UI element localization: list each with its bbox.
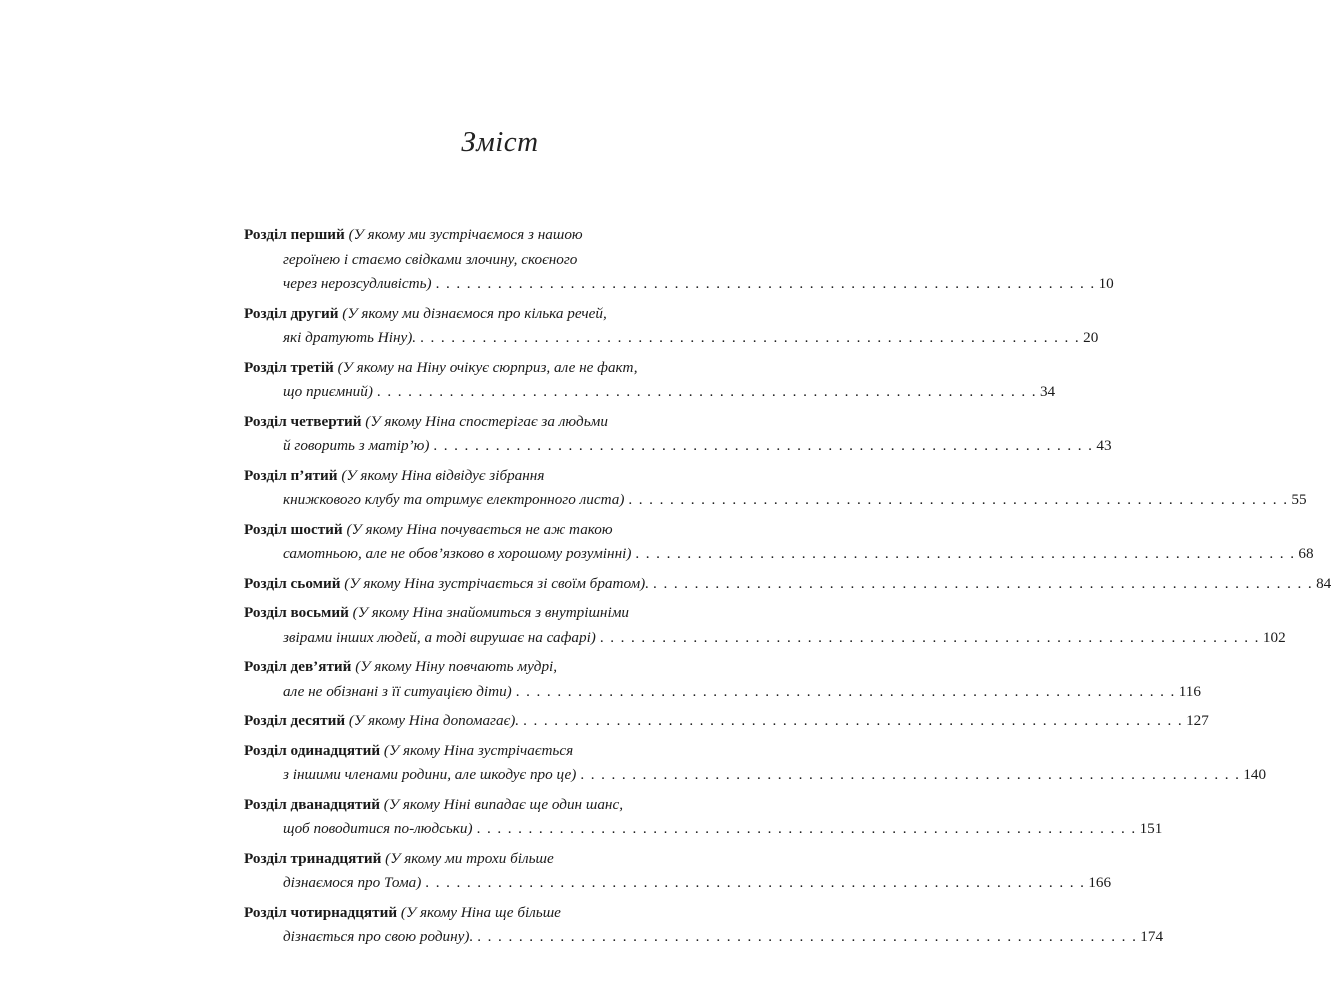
chapter-description: (У якому Ніна почувається не аж такою (346, 520, 613, 538)
chapter-description: (У якому Ніна зустрічається зі своїм братом). (344, 574, 650, 592)
toc-entry-line (244, 925, 1164, 950)
toc-entry[interactable] (244, 464, 1307, 513)
dot-leader: . . . . . . . . . . . . . . . . . . . . . . . . . . . . . . . . . . . . . . . . . . . . . . . . . . . . . . . . . . . . . . . . (599, 628, 1260, 646)
toc-entry-line (244, 655, 714, 680)
chapter-description: (У якому Ніна ще більше (400, 903, 561, 921)
page-number: 43 (1096, 437, 1112, 454)
page-number: 151 (1139, 820, 1163, 837)
toc-entry-line (244, 901, 714, 926)
toc-entry-line (244, 871, 1112, 896)
chapter-description: які дратують Ніну). (283, 329, 417, 346)
chapter-description: дізнаємося про Тома) (283, 874, 422, 891)
chapter-description: (У якому Ніні випадає ще один шанс, (383, 795, 624, 813)
toc-entry-line (244, 601, 714, 626)
chapter-description: й говорить з матір’ю) (283, 437, 430, 454)
page-number: 102 (1262, 628, 1286, 646)
page-number: 55 (1291, 491, 1307, 508)
page-number: 20 (1083, 329, 1099, 346)
chapter-description: (У якому Ніну повчають мудрі, (355, 658, 558, 675)
dot-leader: . . . . . . . . . . . . . . . . . . . . . . . . . . . . . . . . . . . . . . . . . . . . . . . . . . . . . . . . . . . . . . . . (477, 928, 1138, 945)
page-number: 140 (1243, 766, 1267, 783)
chapter-description: що приємний) (283, 383, 373, 400)
chapter-description: (У якому Ніна допомагає). (348, 712, 520, 729)
page-number: 34 (1039, 383, 1056, 400)
chapter-description: самотньою, але не обов’язково в хорошому розумінні) (283, 545, 632, 562)
page-number: 84 (1316, 574, 1331, 592)
page-number: 68 (1298, 545, 1314, 562)
page-number: 174 (1140, 928, 1164, 945)
toc-entry-line (244, 272, 1114, 297)
chapter-description: (У якому на Ніну очікує сюрприз, але не факт, (337, 358, 638, 376)
toc-entry-line (244, 793, 714, 818)
toc-entry[interactable] (244, 302, 1099, 351)
chapter-description: героїнею і стаємо свідками злочину, скоєного (283, 250, 578, 268)
dot-leader: . . . . . . . . . . . . . . . . . . . . . . . . . . . . . . . . . . . . . . . . . . . . . . . . . . . . . . . . . . . . . . . . (523, 712, 1184, 729)
toc-entry-line (244, 680, 1201, 705)
toc-entry-line (244, 847, 714, 872)
toc-entry-line (244, 488, 1307, 513)
chapter-label: Розділ чотирнадцятий (244, 903, 398, 921)
chapter-label: Розділ шостий (244, 520, 343, 538)
dot-leader: . . . . . . . . . . . . . . . . . . . . . . . . . . . . . . . . . . . . . . . . . . . . . . . . . . . . . . . . . . . . . . . . (420, 329, 1081, 346)
dot-leader: . . . . . . . . . . . . . . . . . . . . . . . . . . . . . . . . . . . . . . . . . . . . . . . . . . . . . . . . . . . . . . . . (635, 545, 1296, 562)
toc-entry[interactable] (244, 518, 1314, 567)
chapter-description: дізнається про свою родину). (283, 928, 474, 945)
page-number: 10 (1098, 275, 1114, 292)
chapter-description: (У якому Ніна зустрічається (383, 741, 574, 759)
toc-entry[interactable] (244, 572, 1331, 597)
toc-entry-line (244, 626, 1286, 651)
dot-leader: . . . . . . . . . . . . . . . . . . . . . . . . . . . . . . . . . . . . . . . . . . . . . . . . . . . . . . . . . . . . . . . . (433, 437, 1094, 454)
dot-leader: . . . . . . . . . . . . . . . . . . . . . . . . . . . . . . . . . . . . . . . . . . . . . . . . . . . . . . . . . . . . . . . . (425, 874, 1086, 891)
dot-leader: . . . . . . . . . . . . . . . . . . . . . . . . . . . . . . . . . . . . . . . . . . . . . . . . . . . . . . . . . . . . . . . . (580, 766, 1241, 783)
chapter-label: Розділ одинадцятий (244, 741, 381, 759)
toc-entry[interactable] (244, 410, 1112, 459)
chapter-label: Розділ другий (244, 304, 339, 322)
toc-entry-line (244, 709, 1209, 734)
toc-entry[interactable] (244, 847, 1112, 896)
chapter-label: Розділ тринадцятий (244, 849, 382, 867)
chapter-label: Розділ четвертий (244, 412, 362, 430)
chapter-description: (У якому ми дізнаємося про кілька речей, (342, 304, 607, 322)
dot-leader: . . . . . . . . . . . . . . . . . . . . . . . . . . . . . . . . . . . . . . . . . . . . . . . . . . . . . . . . . . . . . . . . (628, 491, 1289, 508)
toc-entry-line (244, 763, 1267, 788)
chapter-label: Розділ сьомий (244, 574, 341, 592)
toc-entry-line (244, 542, 1314, 567)
page-number: 166 (1088, 874, 1112, 891)
page-number: 116 (1178, 682, 1201, 700)
chapter-description: з іншими членами родини, але шкодує про це) (283, 766, 577, 783)
toc-entry[interactable] (244, 223, 1114, 297)
toc-entry-line (244, 356, 714, 381)
dot-leader: . . . . . . . . . . . . . . . . . . . . . . . . . . . . . . . . . . . . . . . . . . . . . . . . . . . . . . . . . . . . . . . . (376, 383, 1037, 400)
chapter-label: Розділ восьмий (244, 604, 349, 621)
toc-entry-line (244, 302, 714, 327)
toc-entry[interactable] (244, 356, 1056, 405)
chapter-description: але не обізнані з її ситуацією діти) (283, 682, 512, 700)
chapter-label: Розділ дванадцятий (244, 795, 380, 813)
toc-entry[interactable] (244, 601, 1286, 650)
toc-entry[interactable] (244, 655, 1201, 704)
dot-leader: . . . . . . . . . . . . . . . . . . . . . . . . . . . . . . . . . . . . . . . . . . . . . . . . . . . . . . . . . . . . . . . . (515, 682, 1176, 700)
chapter-description: звірами інших людей, а тоді вирушає на сафарі) (283, 628, 596, 646)
page-number: 127 (1186, 712, 1209, 729)
toc-entry-line (244, 518, 714, 543)
toc-entry-line (244, 817, 1163, 842)
toc-entry-line (244, 326, 1099, 351)
chapter-label: Розділ дев’ятий (244, 658, 352, 675)
toc-entry[interactable] (244, 709, 1209, 734)
chapter-description: книжкового клубу та отримує електронного листа) (283, 491, 625, 508)
dot-leader: . . . . . . . . . . . . . . . . . . . . . . . . . . . . . . . . . . . . . . . . . . . . . . . . . . . . . . . . . . . . . . . . (476, 820, 1137, 837)
chapter-description: (У якому Ніна знайомиться з внутрішніми (352, 604, 629, 621)
toc-entry-line (244, 572, 1331, 597)
toc-entry[interactable] (244, 901, 1164, 950)
chapter-label: Розділ п’ятий (244, 466, 338, 484)
chapter-description: (У якому ми зустрічаємося з нашою (348, 226, 583, 243)
toc-entry-line (244, 223, 714, 248)
toc-entry-line (244, 434, 1112, 459)
dot-leader: . . . . . . . . . . . . . . . . . . . . . . . . . . . . . . . . . . . . . . . . . . . . . . . . . . . . . . . . . . . . . . . . (653, 574, 1314, 592)
chapter-description: через нерозсудливість) (283, 275, 432, 292)
toc-entry[interactable] (244, 739, 1267, 788)
toc-entry-line (244, 380, 1056, 405)
table-of-contents (244, 223, 1331, 955)
chapter-label: Розділ перший (244, 226, 345, 243)
chapter-description: щоб поводитися по-людськи) (283, 820, 473, 837)
toc-entry-line (244, 739, 714, 764)
toc-entry[interactable] (244, 793, 1163, 842)
toc-entry-line (244, 464, 714, 489)
chapter-description: (У якому ми трохи більше (385, 849, 554, 867)
page-title: Зміст (461, 126, 539, 158)
toc-entry-line (244, 410, 714, 435)
toc-entry-line (244, 248, 714, 273)
chapter-description: (У якому Ніна спостерігає за людьми (365, 412, 608, 430)
dot-leader: . . . . . . . . . . . . . . . . . . . . . . . . . . . . . . . . . . . . . . . . . . . . . . . . . . . . . . . . . . . . . . . . (435, 275, 1096, 292)
chapter-description: (У якому Ніна відвідує зібрання (341, 466, 545, 484)
chapter-label: Розділ третій (244, 358, 334, 376)
chapter-label: Розділ десятий (244, 712, 346, 729)
